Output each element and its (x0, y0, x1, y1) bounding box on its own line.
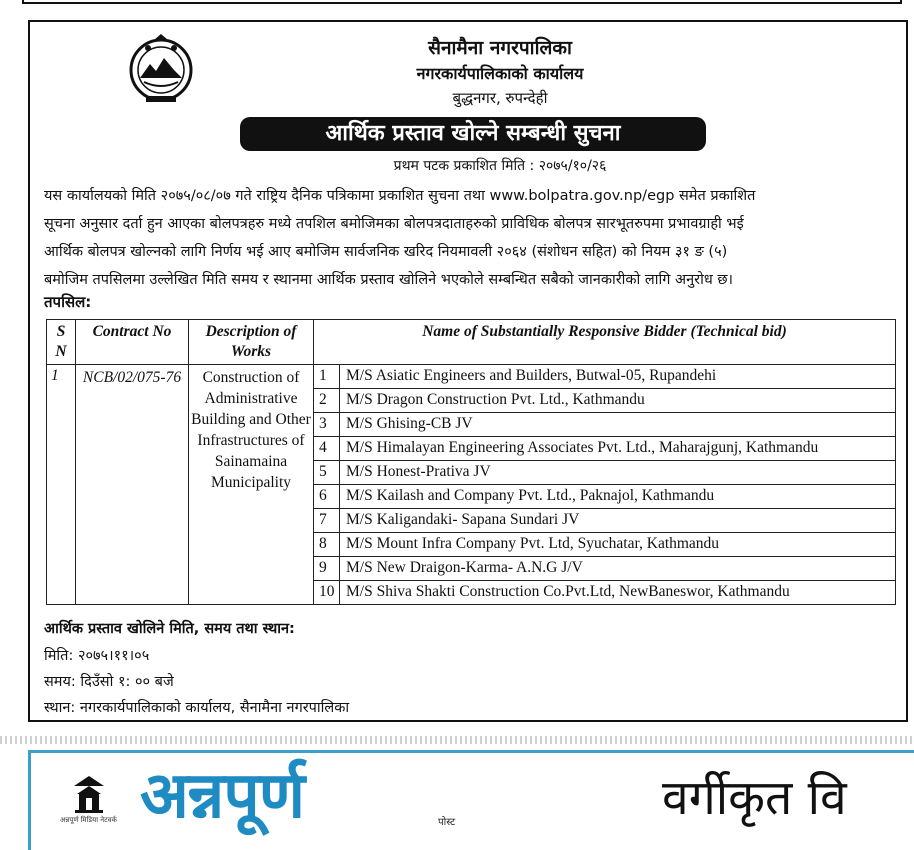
masthead-tagline: अन्नपूर्ण मिडिया नेटवर्क (60, 816, 117, 824)
bidder-name: M/S Kaligandaki- Sapana Sundari JV (346, 511, 580, 528)
bidder-name: M/S Asiatic Engineers and Builders, Butwal-05, Rupandehi (346, 367, 717, 384)
opening-place: स्थान: नगरकार्यपालिकाको कार्यालय, सैनामैना नगरपालिका (44, 700, 350, 716)
previous-ad-frame (22, 0, 902, 4)
office-name: नगरकार्यपालिकाको कार्यालय (416, 64, 584, 83)
bidder-list (314, 365, 896, 605)
row-contract-no: NCB/02/075-76 (76, 365, 189, 605)
bidder-number: 5 (314, 461, 340, 484)
bidder-row (314, 556, 895, 580)
bidder-number: 3 (314, 413, 340, 436)
bidder-name: M/S Shiva Shakti Construction Co.Pvt.Ltd, NewBaneswor, Kathmandu (346, 583, 790, 600)
bidder-number: 6 (314, 485, 340, 508)
temple-logo-icon (72, 774, 106, 814)
bidder-row (314, 580, 895, 604)
bidder-number: 4 (314, 437, 340, 460)
newspaper-masthead: अन्नपूर्ण (140, 759, 304, 833)
classified-section-title: वर्गीकृत वि (662, 770, 847, 826)
bidder-name: M/S Mount Infra Company Pvt. Ltd, Syuchatar, Kathmandu (346, 535, 720, 552)
bidder-name: M/S Dragon Construction Pvt. Ltd., Kathmandu (346, 391, 645, 408)
bidder-row (314, 365, 895, 388)
publication-date: प्रथम पटक प्रकाशित मिति : २०७५/१०/२६ (393, 158, 607, 174)
row-description: Construction of Administrative Building and Other Infrastructures of Sainamaina Municipality (189, 365, 314, 605)
header-bidder-name: Name of Substantially Responsive Bidder (Technical bid) (314, 320, 896, 365)
bidder-row (314, 412, 895, 436)
bidder-row (314, 484, 895, 508)
masthead-post-label: पोस्ट (438, 817, 456, 828)
tender-notice (28, 20, 908, 722)
opening-time: समय: दिउँसो १: ०० बजे (44, 674, 174, 690)
bidder-name: M/S New Draigon-Karma- A.N.G J/V (346, 559, 583, 576)
row-sn: 1 (47, 365, 76, 605)
bidder-name: M/S Kailash and Company Pvt. Ltd., Paknajol, Kathmandu (346, 487, 715, 504)
bidder-row (314, 388, 895, 412)
bidders-table (46, 319, 896, 605)
notice-title-banner: आर्थिक प्रस्ताव खोल्ने सम्बन्धी सुचना (240, 117, 706, 151)
organization-title: सैनामैना नगरपालिका (428, 37, 572, 59)
bidder-row (314, 460, 895, 484)
bidder-number: 9 (314, 557, 340, 580)
opening-details (44, 618, 349, 721)
bidder-row (314, 508, 895, 532)
bidder-number: 8 (314, 533, 340, 556)
header-contract-no: Contract No (76, 320, 189, 365)
bidder-number: 10 (314, 581, 340, 604)
bidder-number: 1 (314, 365, 340, 388)
body-line: सूचना अनुसार दर्ता हुन आएका बोलपत्रहरु मध्ये तपशिल बमोजिमका बोलपत्रदाताहरुको प्राविधिक बोलपत्र सारभूतरुपमा प्रभावग्राही भई (44, 216, 744, 232)
opening-heading: आर्थिक प्रस्ताव खोलिने मिति, समय तथा स्थान: (44, 621, 295, 637)
schedule-heading: तपसिल: (44, 293, 92, 311)
bidder-name: M/S Honest-Prativa JV (346, 463, 491, 480)
body-line: यस कार्यालयको मिति २०७५/०८/०७ गते राष्ट्रिय दैनिक पत्रिकामा प्रकाशित सुचना तथा www.bolpatra.gov.np/egp समेत प्रकाशित (44, 188, 756, 204)
header-sn: S N (47, 320, 76, 365)
bidder-row (314, 532, 895, 556)
bidder-name: M/S Himalayan Engineering Associates Pvt. Ltd., Maharajgunj, Kathmandu (346, 439, 819, 456)
bidder-row (314, 436, 895, 460)
table-header-row (47, 320, 896, 365)
bidder-number: 2 (314, 389, 340, 412)
body-line: आर्थिक बोलपत्र खोल्नको लागि निर्णय भई आए बमोजिम सार्वजनिक खरिद नियमावली २०६४ (संशोधन सहित) को नियम ३१ ङ (५) (44, 244, 728, 260)
bidder-name: M/S Ghising-CB JV (346, 415, 473, 432)
opening-date: मिति: २०७५।११।०५ (44, 648, 150, 664)
municipality-emblem-icon (126, 34, 196, 104)
office-address: बुद्धनगर, रुपन्देही (452, 89, 548, 107)
page-divider (0, 736, 914, 744)
header-description: Description of Works (189, 320, 314, 365)
body-line: बमोजिम तपसिलमा उल्लेखित मिति समय र स्थानमा आर्थिक प्रस्ताव खोलिने भएकोले सम्बन्धित सबैको जानकारीको लागि अनुरोध छ। (44, 272, 734, 288)
table-row (47, 365, 896, 605)
bidder-number: 7 (314, 509, 340, 532)
notice-body (44, 182, 900, 294)
